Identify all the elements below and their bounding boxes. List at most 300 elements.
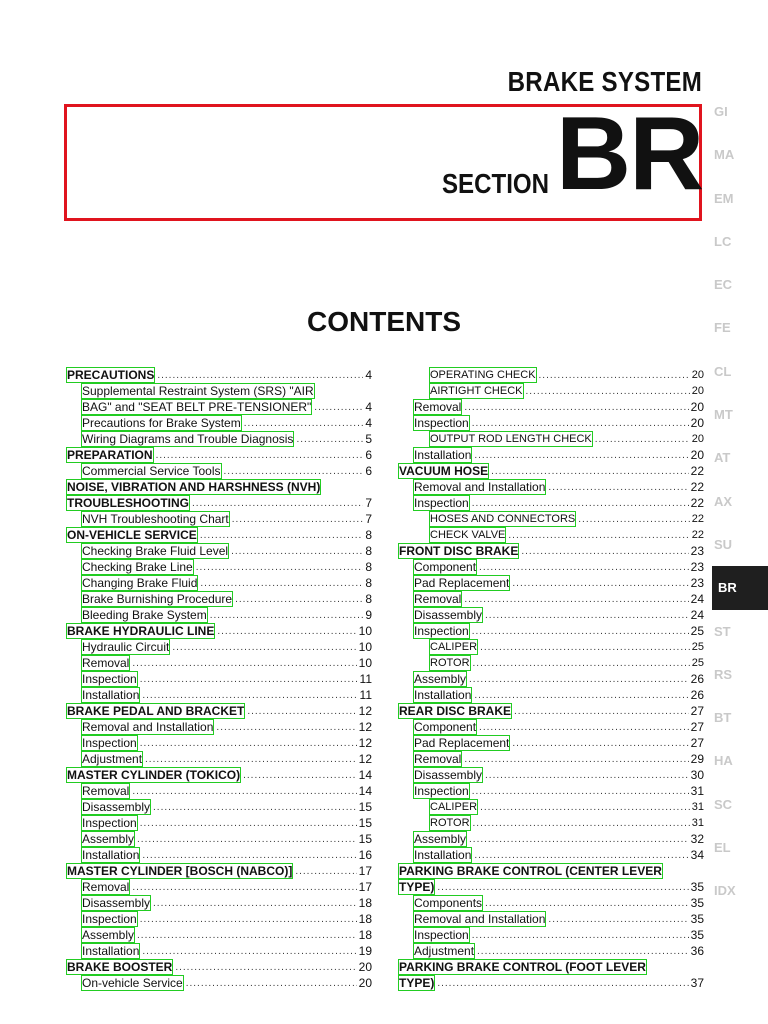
toc-entry[interactable] — [398, 399, 704, 415]
toc-entry[interactable] — [398, 511, 704, 527]
toc-leader-dots — [217, 625, 356, 639]
toc-entry[interactable] — [398, 751, 704, 767]
toc-leader-dots — [477, 945, 689, 959]
toc-page-number: 22 — [691, 513, 704, 525]
toc-leader-dots — [247, 705, 356, 719]
section-tab-st[interactable]: ST — [714, 623, 731, 639]
toc-entry-label[interactable]: FRONT DISC BRAKE — [399, 544, 519, 558]
toc-leader-dots — [140, 817, 357, 831]
toc-leader-dots — [132, 657, 356, 671]
toc-leader-dots — [186, 977, 357, 991]
toc-leader-dots — [472, 625, 689, 639]
toc-entry[interactable] — [66, 783, 372, 799]
toc-entry[interactable] — [398, 719, 704, 735]
toc-entry-label[interactable]: Wiring Diagrams and Trouble Diagnosis — [82, 432, 294, 446]
toc-leader-dots — [578, 513, 689, 527]
toc-page-number: 7 — [365, 512, 372, 526]
toc-entry-label[interactable]: VACUUM HOSE — [399, 464, 489, 478]
toc-leader-dots — [539, 369, 690, 383]
toc-page-number: 35 — [690, 896, 704, 910]
toc-page-number: 25 — [690, 624, 704, 638]
toc-entry[interactable] — [66, 415, 372, 431]
toc-entry-label[interactable]: BRAKE PEDAL AND BRACKET — [67, 704, 245, 718]
toc-entry-label[interactable]: Commercial Service Tools — [82, 464, 221, 478]
toc-entry[interactable] — [398, 463, 704, 479]
toc-entry[interactable] — [66, 719, 372, 735]
toc-page-number: 14 — [358, 768, 372, 782]
toc-entry-label[interactable]: Removal — [414, 400, 462, 414]
toc-entry-label[interactable]: Removal and Installation — [414, 480, 546, 494]
toc-entry-label[interactable]: CALIPER — [430, 801, 478, 813]
toc-entry-label[interactable]: ROTOR — [430, 657, 470, 669]
toc-entry-label[interactable]: ON-VEHICLE SERVICE — [67, 528, 197, 542]
toc-entry[interactable] — [66, 559, 372, 575]
toc-entry[interactable] — [66, 959, 372, 975]
toc-entry-label[interactable]: Disassembly — [414, 608, 483, 622]
toc-entry-label[interactable]: Disassembly — [82, 800, 151, 814]
toc-entry-label[interactable]: Components — [414, 896, 483, 910]
toc-entry-label[interactable]: Installation — [82, 848, 140, 862]
toc-leader-dots — [156, 449, 364, 463]
section-tab-rs[interactable]: RS — [714, 666, 733, 682]
toc-left-column — [66, 367, 372, 991]
toc-page-number: 17 — [358, 880, 372, 894]
toc-entry[interactable] — [66, 383, 372, 415]
section-tab-em[interactable]: EM — [714, 190, 734, 206]
toc-entry[interactable] — [66, 655, 372, 671]
toc-entry-label[interactable]: Component — [414, 720, 477, 734]
toc-entry-label[interactable]: Component — [414, 560, 477, 574]
toc-page-number: 6 — [365, 448, 372, 462]
toc-entry[interactable] — [398, 927, 704, 943]
toc-leader-dots — [473, 657, 690, 671]
section-tab-cl[interactable]: CL — [714, 363, 732, 379]
contents-heading: CONTENTS — [307, 306, 461, 337]
toc-page-number: 12 — [358, 752, 372, 766]
section-tab-bt[interactable]: BT — [714, 710, 732, 726]
toc-right-column — [398, 367, 704, 991]
toc-entry-label[interactable]: Inspection — [414, 624, 469, 638]
toc-entry-label[interactable]: MASTER CYLINDER (TOKICO) — [67, 768, 241, 782]
toc-entry[interactable] — [66, 543, 372, 559]
section-tab-el[interactable]: EL — [714, 840, 731, 856]
toc-entry-label[interactable]: Installation — [414, 848, 472, 862]
toc-entry-label[interactable]: Pad Replacement — [414, 736, 510, 750]
toc-leader-dots — [295, 865, 356, 879]
toc-entry[interactable] — [398, 383, 704, 399]
section-tab-at[interactable]: AT — [714, 450, 731, 466]
toc-page-number: 24 — [690, 592, 704, 606]
toc-leader-dots — [464, 401, 688, 415]
toc-leader-dots — [232, 513, 364, 527]
toc-entry[interactable] — [66, 815, 372, 831]
toc-entry-label[interactable]: Removal — [82, 656, 130, 670]
toc-entry-label[interactable]: Adjustment — [414, 944, 475, 958]
toc-entry-label[interactable]: BRAKE HYDRAULIC LINE — [67, 624, 215, 638]
toc-entry-label[interactable]: Disassembly — [82, 896, 151, 910]
toc-leader-dots — [595, 433, 690, 447]
toc-entry[interactable] — [398, 703, 704, 719]
toc-entry[interactable] — [398, 943, 704, 959]
toc-entry-label[interactable]: Removal — [414, 592, 462, 606]
toc-page-number: 11 — [359, 688, 372, 702]
toc-leader-dots — [464, 593, 688, 607]
toc-entry-label[interactable]: Assembly — [414, 832, 467, 846]
toc-leader-dots — [472, 929, 689, 943]
toc-entry-label[interactable]: Inspection — [82, 816, 137, 830]
toc-entry[interactable] — [398, 847, 704, 863]
toc-entry-label[interactable]: Brake Burnishing Procedure — [82, 592, 233, 606]
toc-page-number: 4 — [365, 400, 372, 414]
toc-leader-dots — [175, 961, 356, 975]
toc-page-number: 19 — [358, 944, 372, 958]
toc-page-number: 20 — [691, 433, 704, 445]
toc-page-number: 20 — [690, 448, 704, 462]
toc-entry-label[interactable]: NVH Troubleshooting Chart — [82, 512, 229, 526]
section-tab-ax[interactable]: AX — [714, 493, 733, 509]
toc-page-number: 20 — [690, 416, 704, 430]
toc-entry[interactable] — [66, 927, 372, 943]
toc-entry-label[interactable]: AIRTIGHT CHECK — [430, 385, 523, 397]
toc-entry-label[interactable]: Checking Brake Line — [82, 560, 193, 574]
toc-leader-dots — [200, 577, 363, 591]
toc-entry[interactable] — [66, 527, 372, 543]
toc-leader-dots — [140, 737, 357, 751]
toc-leader-dots — [472, 785, 689, 799]
toc-leader-dots — [485, 609, 689, 623]
toc-entry-label[interactable]: Pad Replacement — [414, 576, 510, 590]
toc-entry-label[interactable]: REAR DISC BRAKE — [399, 704, 512, 718]
toc-entry-label[interactable]: Changing Brake Fluid — [82, 576, 198, 590]
toc-entry[interactable] — [398, 527, 704, 543]
toc-entry[interactable] — [398, 607, 704, 623]
toc-entry[interactable] — [398, 735, 704, 751]
toc-page-number: 27 — [690, 720, 704, 734]
toc-page-number: 12 — [358, 736, 372, 750]
toc-entry[interactable] — [66, 575, 372, 591]
toc-entry[interactable] — [66, 975, 372, 991]
toc-page-number: 18 — [358, 912, 372, 926]
toc-entry-label[interactable]: Bleeding Brake System — [82, 608, 207, 622]
toc-entry[interactable] — [66, 943, 372, 959]
toc-entry[interactable] — [66, 751, 372, 767]
toc-page-number: 27 — [690, 736, 704, 750]
toc-entry[interactable] — [66, 799, 372, 815]
toc-entry-label[interactable]: Assembly — [82, 832, 135, 846]
toc-entry[interactable] — [66, 479, 372, 511]
toc-leader-dots — [244, 417, 364, 431]
toc-entry-label[interactable]: Removal and Installation — [414, 912, 546, 926]
toc-entry[interactable] — [398, 591, 704, 607]
toc-entry[interactable] — [398, 911, 704, 927]
toc-page-number: 12 — [358, 720, 372, 734]
toc-entry[interactable] — [398, 639, 704, 655]
toc-page-number: 9 — [365, 608, 372, 622]
toc-entry[interactable] — [66, 735, 372, 751]
toc-leader-dots — [512, 577, 688, 591]
toc-page-number: 8 — [365, 592, 372, 606]
toc-leader-dots — [196, 561, 364, 575]
toc-entry-label[interactable]: Installation — [414, 448, 472, 462]
toc-entry[interactable] — [66, 687, 372, 703]
toc-leader-dots — [224, 465, 364, 479]
toc-entry-label-line1[interactable]: PARKING BRAKE CONTROL (FOOT LEVER — [399, 960, 646, 974]
toc-leader-dots — [137, 929, 357, 943]
toc-page-number: 27 — [690, 704, 704, 718]
toc-page-number: 12 — [358, 704, 372, 718]
toc-page-number: 29 — [690, 752, 704, 766]
toc-leader-dots — [479, 561, 689, 575]
toc-page-number: 10 — [358, 656, 372, 670]
toc-page-number: 15 — [358, 832, 372, 846]
toc-entry-label-line2[interactable]: BAG" and "SEAT BELT PRE-TENSIONER" — [82, 400, 312, 414]
toc-entry[interactable] — [398, 767, 704, 783]
toc-entry-label-line2[interactable]: TYPE) — [399, 976, 435, 990]
toc-entry-label[interactable]: Installation — [82, 688, 140, 702]
toc-page-number: 22 — [690, 464, 704, 478]
toc-leader-dots — [142, 945, 356, 959]
toc-page-number: 15 — [358, 800, 372, 814]
section-label: SECTION — [442, 168, 550, 199]
section-tab-br[interactable]: BR — [712, 566, 768, 609]
section-tab-ec[interactable]: EC — [714, 277, 733, 293]
toc-leader-dots — [512, 737, 688, 751]
toc-entry-label-line2[interactable]: TYPE) — [399, 880, 435, 894]
toc-leader-dots — [132, 785, 356, 799]
toc-entry[interactable] — [66, 367, 372, 383]
toc-entry[interactable] — [398, 543, 704, 559]
toc-leader-dots — [526, 385, 690, 399]
toc-entry-label[interactable]: Assembly — [414, 672, 467, 686]
toc-page-number: 4 — [365, 368, 372, 382]
toc-entry-label[interactable]: Disassembly — [414, 768, 483, 782]
toc-leader-dots — [216, 721, 356, 735]
toc-entry-label-line1[interactable]: PARKING BRAKE CONTROL (CENTER LEVER — [399, 864, 662, 878]
toc-page-number: 8 — [365, 528, 372, 542]
document-title: BRAKE SYSTEM — [507, 66, 702, 97]
toc-leader-dots — [514, 705, 689, 719]
toc-entry[interactable] — [398, 959, 704, 991]
section-tab-lc[interactable]: LC — [714, 233, 732, 249]
toc-entry[interactable] — [398, 623, 704, 639]
toc-entry-label[interactable]: Inspection — [414, 496, 469, 510]
toc-entry-label-line1[interactable]: Supplemental Restraint System (SRS) "AIR — [82, 384, 314, 398]
toc-leader-dots — [548, 481, 688, 495]
toc-entry-label[interactable]: Removal and Installation — [82, 720, 214, 734]
toc-page-number: 7 — [365, 496, 372, 510]
toc-page-number: 22 — [691, 529, 704, 541]
toc-page-number: 8 — [365, 576, 372, 590]
toc-entry[interactable] — [66, 911, 372, 927]
toc-entry-label[interactable]: BRAKE BOOSTER — [67, 960, 173, 974]
toc-leader-dots — [210, 609, 364, 623]
toc-page-number: 8 — [365, 560, 372, 574]
toc-page-number: 30 — [690, 768, 704, 782]
toc-entry-label[interactable]: Assembly — [82, 928, 135, 942]
toc-entry[interactable] — [398, 367, 704, 383]
toc-entry[interactable] — [66, 623, 372, 639]
section-tab-strip — [712, 90, 768, 913]
section-tab-idx[interactable]: IDX — [714, 883, 736, 899]
toc-entry-label[interactable]: Installation — [414, 688, 472, 702]
toc-entry-label[interactable]: Hydraulic Circuit — [82, 640, 170, 654]
section-tab-su[interactable]: SU — [714, 536, 733, 552]
toc-leader-dots — [153, 801, 357, 815]
toc-leader-dots — [469, 833, 689, 847]
toc-entry[interactable] — [398, 479, 704, 495]
section-tab-mt[interactable]: MT — [714, 407, 733, 423]
toc-leader-dots — [480, 641, 690, 655]
toc-page-number: 31 — [691, 801, 704, 813]
toc-entry[interactable] — [66, 703, 372, 719]
toc-entry[interactable] — [66, 831, 372, 847]
toc-page-number: 32 — [690, 832, 704, 846]
toc-page-number: 20 — [691, 385, 704, 397]
toc-page-number: 10 — [358, 624, 372, 638]
toc-leader-dots — [474, 689, 688, 703]
toc-entry[interactable] — [66, 591, 372, 607]
toc-page-number: 35 — [690, 912, 704, 926]
toc-leader-dots — [474, 449, 688, 463]
toc-entry-label[interactable]: OPERATING CHECK — [430, 369, 536, 381]
toc-entry-label[interactable]: Inspection — [82, 672, 137, 686]
toc-entry-label[interactable]: Inspection — [414, 784, 469, 798]
toc-page-number: 18 — [358, 928, 372, 942]
toc-page-number: 20 — [358, 960, 372, 974]
toc-leader-dots — [172, 641, 356, 655]
section-tab-fe[interactable]: FE — [714, 320, 731, 336]
toc-page-number: 37 — [690, 976, 704, 990]
toc-page-number: 23 — [690, 544, 704, 558]
toc-entry-label[interactable]: Adjustment — [82, 752, 143, 766]
toc-entry[interactable] — [398, 799, 704, 815]
toc-page-number: 35 — [690, 880, 704, 894]
toc-entry[interactable] — [398, 895, 704, 911]
toc-entry[interactable] — [398, 863, 704, 895]
toc-leader-dots — [485, 769, 689, 783]
toc-page-number: 5 — [365, 432, 372, 446]
toc-entry[interactable] — [398, 655, 704, 671]
toc-entry[interactable] — [66, 511, 372, 527]
toc-page-number: 4 — [365, 416, 372, 430]
toc-page-number: 31 — [690, 784, 704, 798]
toc-leader-dots — [235, 593, 363, 607]
toc-entry[interactable] — [66, 671, 372, 687]
toc-entry[interactable] — [398, 783, 704, 799]
toc-entry[interactable] — [66, 639, 372, 655]
toc-page-number: 22 — [690, 496, 704, 510]
toc-entry[interactable] — [398, 815, 704, 831]
toc-entry-label[interactable]: CALIPER — [430, 641, 478, 653]
toc-page-number: 36 — [690, 944, 704, 958]
toc-entry[interactable] — [66, 895, 372, 911]
toc-entry[interactable] — [66, 431, 372, 447]
toc-entry[interactable] — [398, 687, 704, 703]
toc-entry-label[interactable]: MASTER CYLINDER [BOSCH (NABCO)] — [67, 864, 293, 878]
toc-entry-label[interactable]: Inspection — [414, 416, 469, 430]
toc-page-number: 6 — [365, 464, 372, 478]
toc-entry[interactable] — [398, 431, 704, 447]
toc-entry-label[interactable]: Inspection — [82, 912, 137, 926]
section-code: BR — [556, 96, 703, 212]
toc-leader-dots — [548, 913, 688, 927]
toc-page-number: 20 — [690, 400, 704, 414]
toc-entry-label-line1[interactable]: NOISE, VIBRATION AND HARSHNESS (NVH) — [67, 480, 321, 494]
toc-entry[interactable] — [66, 863, 372, 879]
toc-entry-label[interactable]: On-vehicle Service — [82, 976, 183, 990]
toc-entry-label[interactable]: Installation — [82, 944, 140, 958]
toc-entry[interactable] — [398, 495, 704, 511]
toc-entry[interactable] — [66, 607, 372, 623]
toc-entry-label[interactable]: Checking Brake Fluid Level — [82, 544, 229, 558]
toc-leader-dots — [157, 369, 363, 383]
toc-leader-dots — [485, 897, 689, 911]
toc-entry[interactable] — [66, 447, 372, 463]
toc-entry[interactable] — [398, 559, 704, 575]
toc-entry-label[interactable]: Removal — [82, 880, 130, 894]
toc-entry-label[interactable]: CHECK VALVE — [430, 529, 506, 541]
section-tab-ma[interactable]: MA — [714, 147, 735, 163]
toc-entry-label[interactable]: HOSES AND CONNECTORS — [430, 513, 576, 525]
toc-leader-dots — [140, 913, 357, 927]
toc-leader-dots — [243, 769, 357, 783]
toc-leader-dots — [521, 545, 688, 559]
toc-entry-label[interactable]: Precautions for Brake System — [82, 416, 241, 430]
toc-leader-dots — [200, 529, 364, 543]
toc-page-number: 24 — [690, 608, 704, 622]
toc-leader-dots — [472, 417, 689, 431]
toc-page-number: 15 — [358, 816, 372, 830]
toc-entry[interactable] — [398, 671, 704, 687]
toc-entry-label[interactable]: ROTOR — [430, 817, 470, 829]
toc-entry[interactable] — [398, 831, 704, 847]
toc-entry-label[interactable]: PRECAUTIONS — [67, 368, 155, 382]
toc-entry-label[interactable]: PREPARATION — [67, 448, 153, 462]
section-tab-gi[interactable]: GI — [714, 104, 728, 119]
toc-leader-dots — [132, 881, 356, 895]
toc-entry-label[interactable]: Removal — [82, 784, 130, 798]
toc-entry-label-line2[interactable]: TROUBLESHOOTING — [67, 496, 189, 510]
toc-leader-dots — [142, 849, 356, 863]
toc-entry[interactable] — [398, 447, 704, 463]
toc-page-number: 23 — [690, 576, 704, 590]
toc-leader-dots — [437, 977, 688, 991]
toc-page-number: 20 — [691, 369, 704, 381]
toc-leader-dots — [140, 673, 358, 687]
toc-page-number: 34 — [690, 848, 704, 862]
toc-entry-label[interactable]: Removal — [414, 752, 462, 766]
toc-leader-dots — [464, 753, 688, 767]
toc-entry[interactable] — [398, 415, 704, 431]
toc-entry[interactable] — [66, 879, 372, 895]
toc-entry[interactable] — [66, 767, 372, 783]
toc-leader-dots — [469, 673, 689, 687]
toc-page-number: 11 — [359, 672, 372, 686]
toc-entry-label[interactable]: Inspection — [414, 928, 469, 942]
toc-page-number: 31 — [691, 817, 704, 829]
toc-entry-label[interactable]: OUTPUT ROD LENGTH CHECK — [430, 433, 592, 445]
toc-leader-dots — [192, 497, 363, 511]
section-tab-ha[interactable]: HA — [714, 753, 733, 769]
toc-leader-dots — [145, 753, 357, 767]
toc-page-number: 8 — [365, 544, 372, 558]
toc-entry[interactable] — [398, 575, 704, 591]
toc-entry[interactable] — [66, 847, 372, 863]
toc-entry-label[interactable]: Inspection — [82, 736, 137, 750]
toc-page-number: 20 — [358, 976, 372, 990]
section-tab-sc[interactable]: SC — [714, 796, 733, 812]
toc-entry[interactable] — [66, 463, 372, 479]
